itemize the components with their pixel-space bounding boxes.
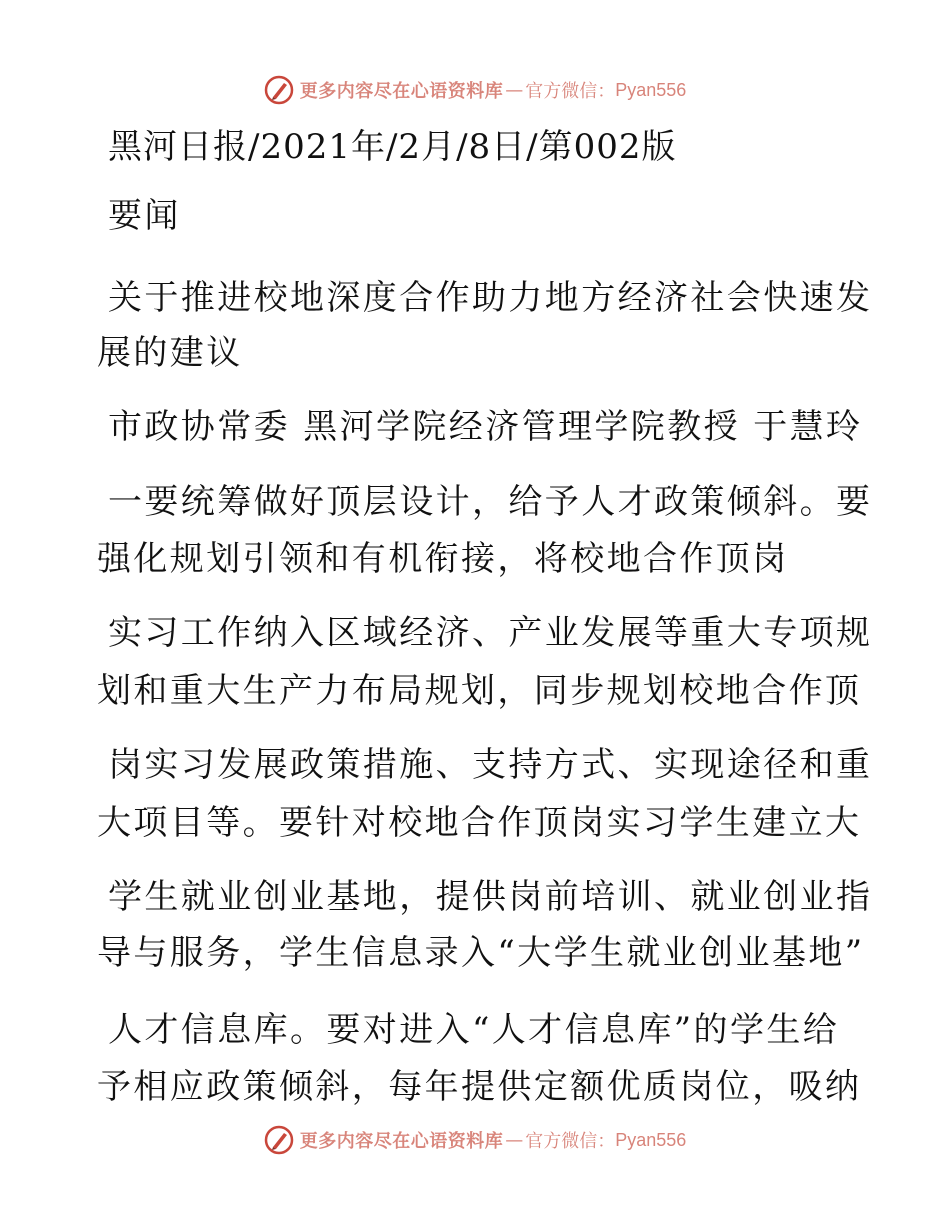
quill-pen-logo-icon [264, 1125, 294, 1155]
document-title-line: 关于推进校地深度合作助力地方经济社会快速发 [108, 278, 873, 318]
quill-pen-logo-icon [264, 75, 294, 105]
body-line: 实习工作纳入区域经济、产业发展等重大专项规 [108, 613, 873, 653]
body-line: 学生就业创业基地，提供岗前培训、就业创业指 [108, 877, 873, 917]
watermark-wechat-label: 官方微信： [525, 81, 616, 102]
body-line: 人才信息库。要对进入“人才信息库”的学生给 [108, 1010, 840, 1050]
body-line: 导与服务，学生信息录入“大学生就业创业基地” [97, 933, 865, 973]
body-line: 一要统筹做好顶层设计，给予人才政策倾斜。要 [108, 482, 873, 522]
body-line: 强化规划引领和有机衔接，将校地合作顶岗 [97, 539, 789, 579]
document-title-line: 展的建议 [97, 333, 243, 373]
body-line: 划和重大生产力布局规划，同步规划校地合作顶 [97, 671, 862, 711]
watermark-wechat-id: Pyan556 [615, 79, 687, 100]
document-column: 要闻 [108, 196, 181, 236]
watermark-dash: — [505, 79, 524, 101]
watermark-text: 更多内容尽在心语资料库 [299, 81, 504, 102]
watermark-wechat-id: Pyan556 [615, 1129, 687, 1150]
watermark-header [0, 70, 950, 110]
document-meta: 黑河日报/2021年/2月/8日/第002版 [108, 127, 677, 167]
body-line: 予相应政策倾斜，每年提供定额优质岗位，吸纳 [97, 1067, 862, 1107]
body-line: 岗实习发展政策措施、支持方式、实现途径和重 [108, 745, 873, 785]
watermark-dash: — [505, 1129, 524, 1151]
watermark-footer [0, 1120, 950, 1160]
watermark-text: 更多内容尽在心语资料库 [299, 1131, 504, 1152]
document-author: 市政协常委 黑河学院经济管理学院教授 于慧玲 [108, 407, 863, 447]
watermark-wechat-label: 官方微信： [525, 1131, 616, 1152]
body-line: 大项目等。要针对校地合作顶岗实习学生建立大 [97, 803, 862, 843]
